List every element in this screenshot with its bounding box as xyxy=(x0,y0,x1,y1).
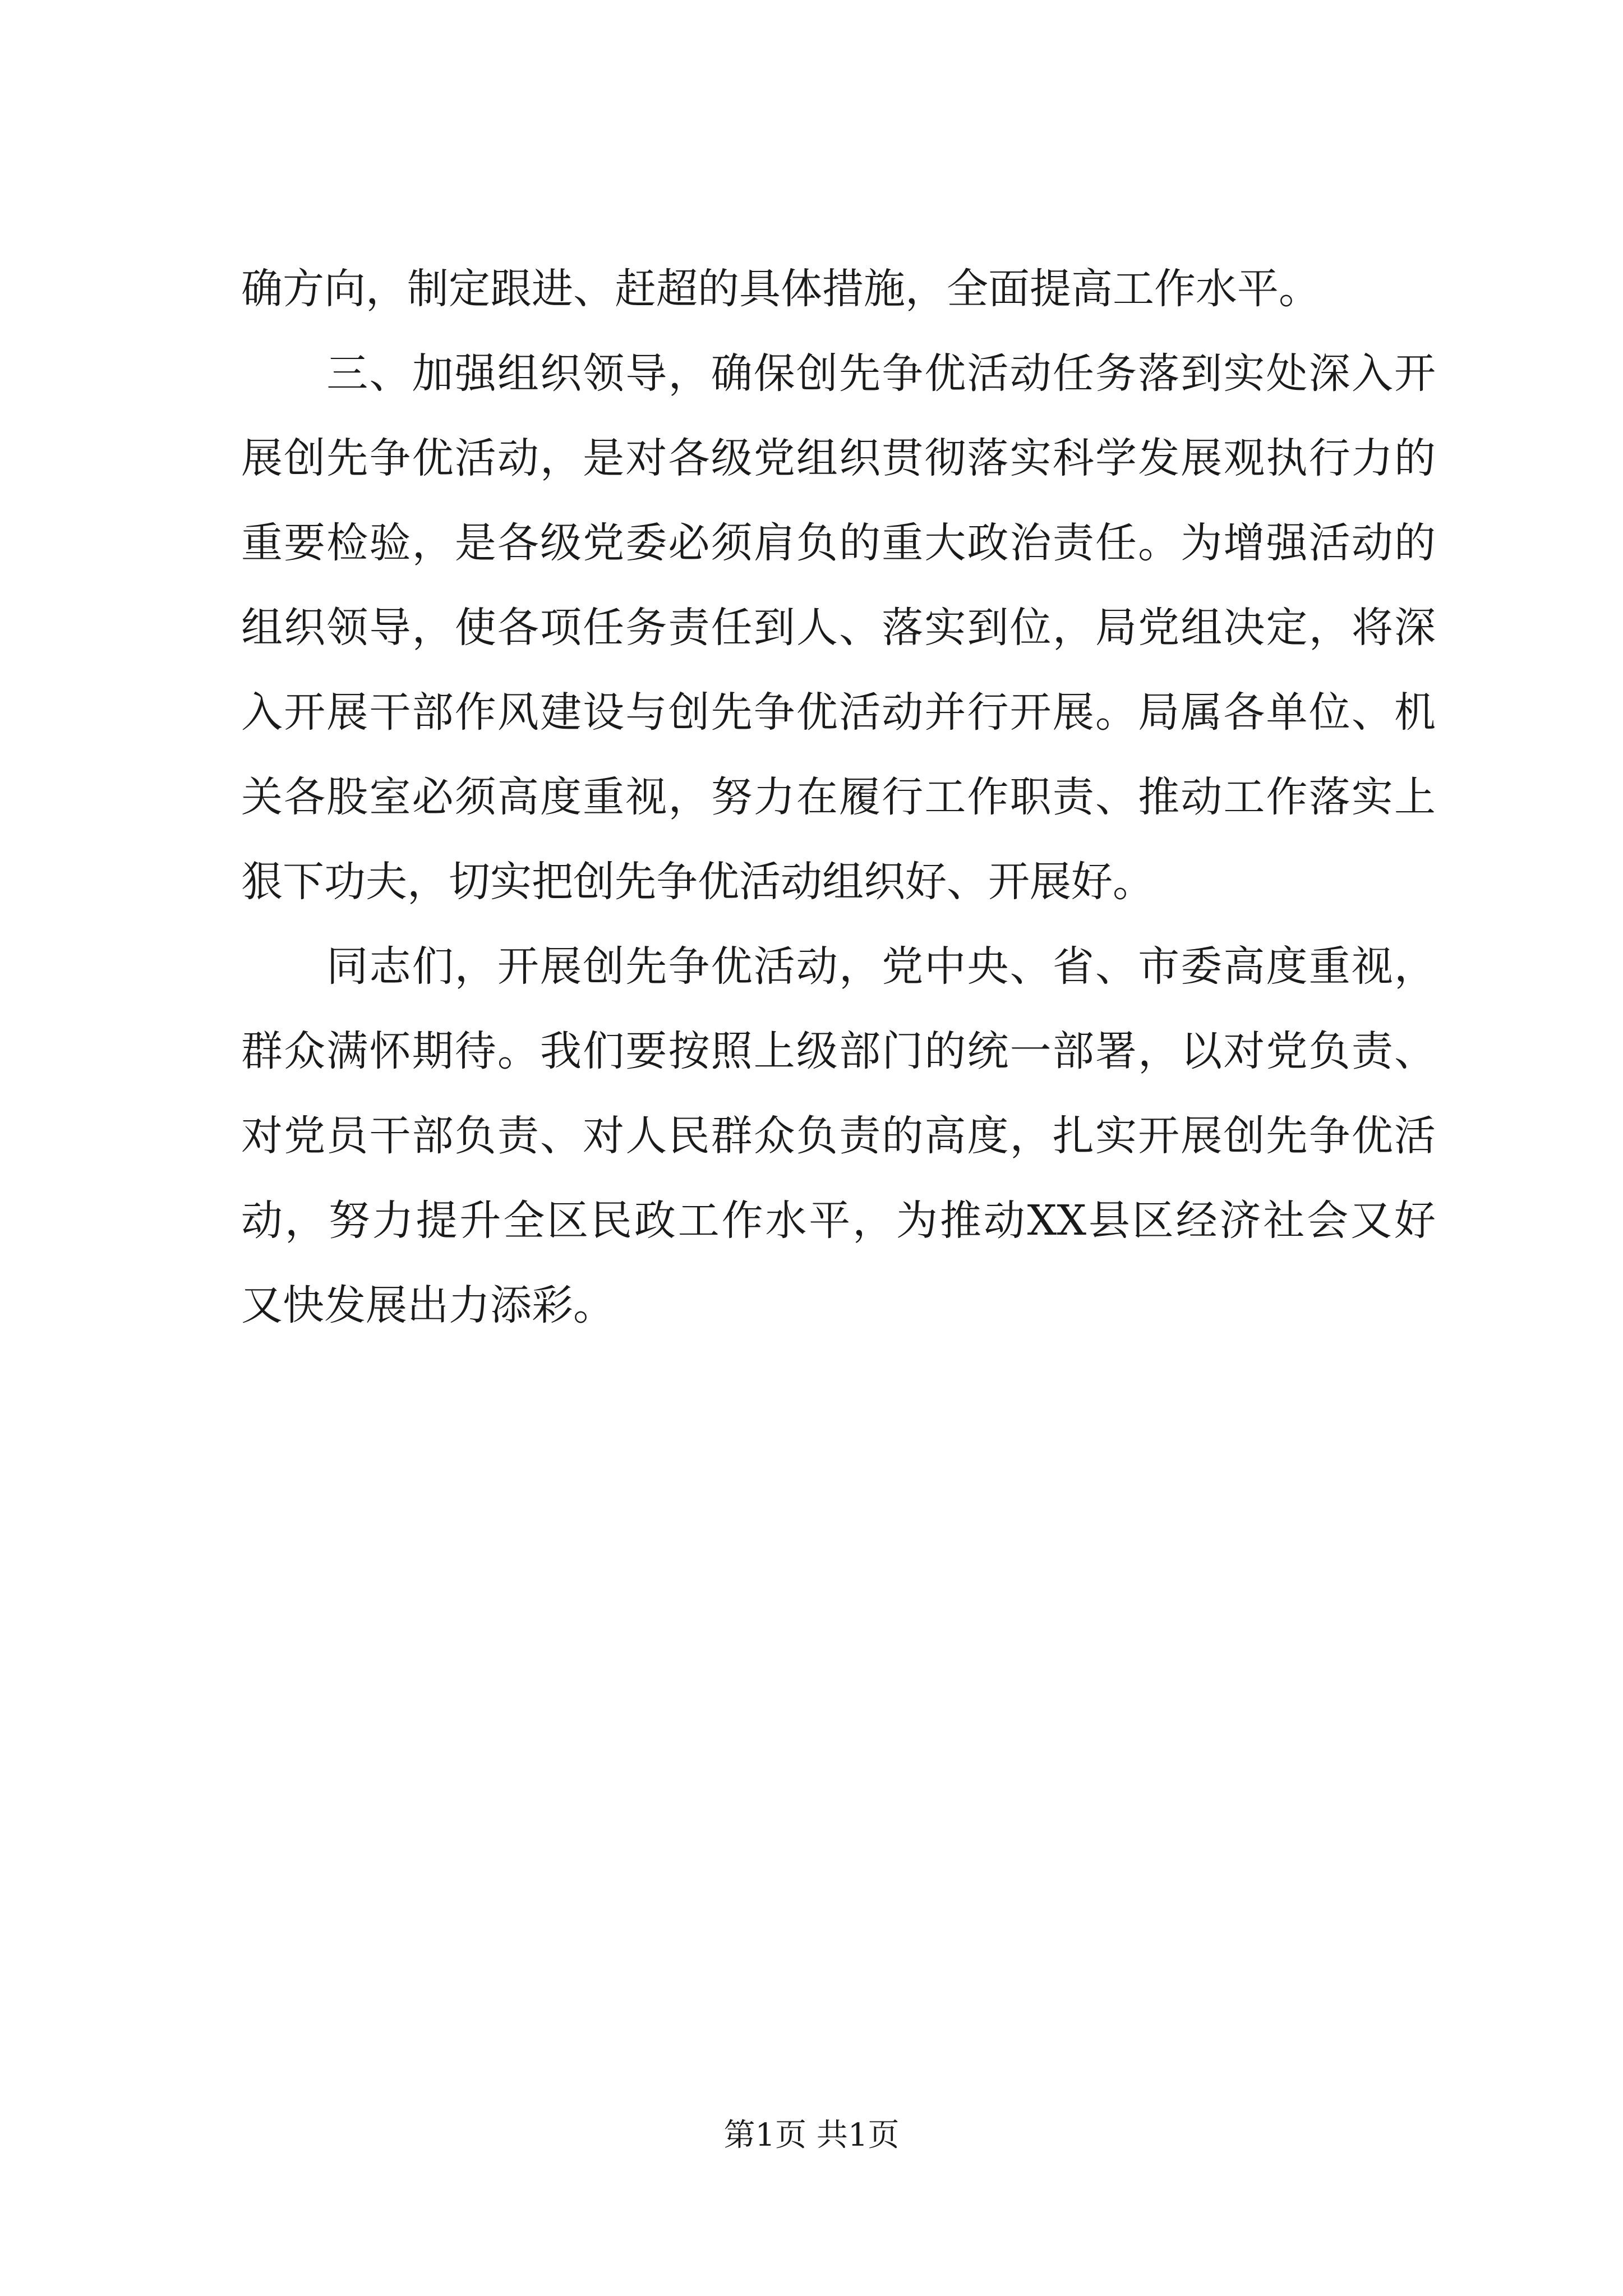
text-line: 狠下功夫，切实把创先争优活动组织好、开展好。 xyxy=(241,858,1154,906)
text-line: 展创先争优活动，是对各级党组织贯彻落实科学发展观执行力的 xyxy=(241,434,1436,482)
text-line: 组织领导，使各项任务责任到人、落实到位，局党组决定，将深 xyxy=(241,604,1436,652)
text-line: 三、加强组织领导，确保创先争优活动任务落到实处深入开 xyxy=(241,349,1436,398)
document-body xyxy=(241,247,1436,1348)
page-footer: 第1页 共1页 xyxy=(723,2117,900,2154)
text-line: 又快发展出力添彩。 xyxy=(241,1281,615,1329)
text-line: 群众满怀期待。我们要按照上级部门的统一部署，以对党负责、 xyxy=(241,1027,1436,1075)
text-line: 同志们，开展创先争优活动，党中央、省、市委高度重视， xyxy=(241,942,1436,991)
text-line: 重要检验，是各级党委必须肩负的重大政治责任。为增强活动的 xyxy=(241,519,1436,567)
text-line: 对党员干部负责、对人民群众负责的高度，扎实开展创先争优活 xyxy=(241,1112,1436,1160)
text-line: 入开展干部作风建设与创先争优活动并行开展。局属各单位、机 xyxy=(241,688,1436,737)
text-line: 动，努力提升全区民政工作水平，为推动XX县区经济社会又好 xyxy=(241,1197,1436,1245)
text-line: 确方向，制定跟进、赶超的具体措施，全面提高工作水平。 xyxy=(241,265,1320,313)
text-line: 关各股室必须高度重视，努力在履行工作职责、推动工作落实上 xyxy=(241,773,1436,821)
